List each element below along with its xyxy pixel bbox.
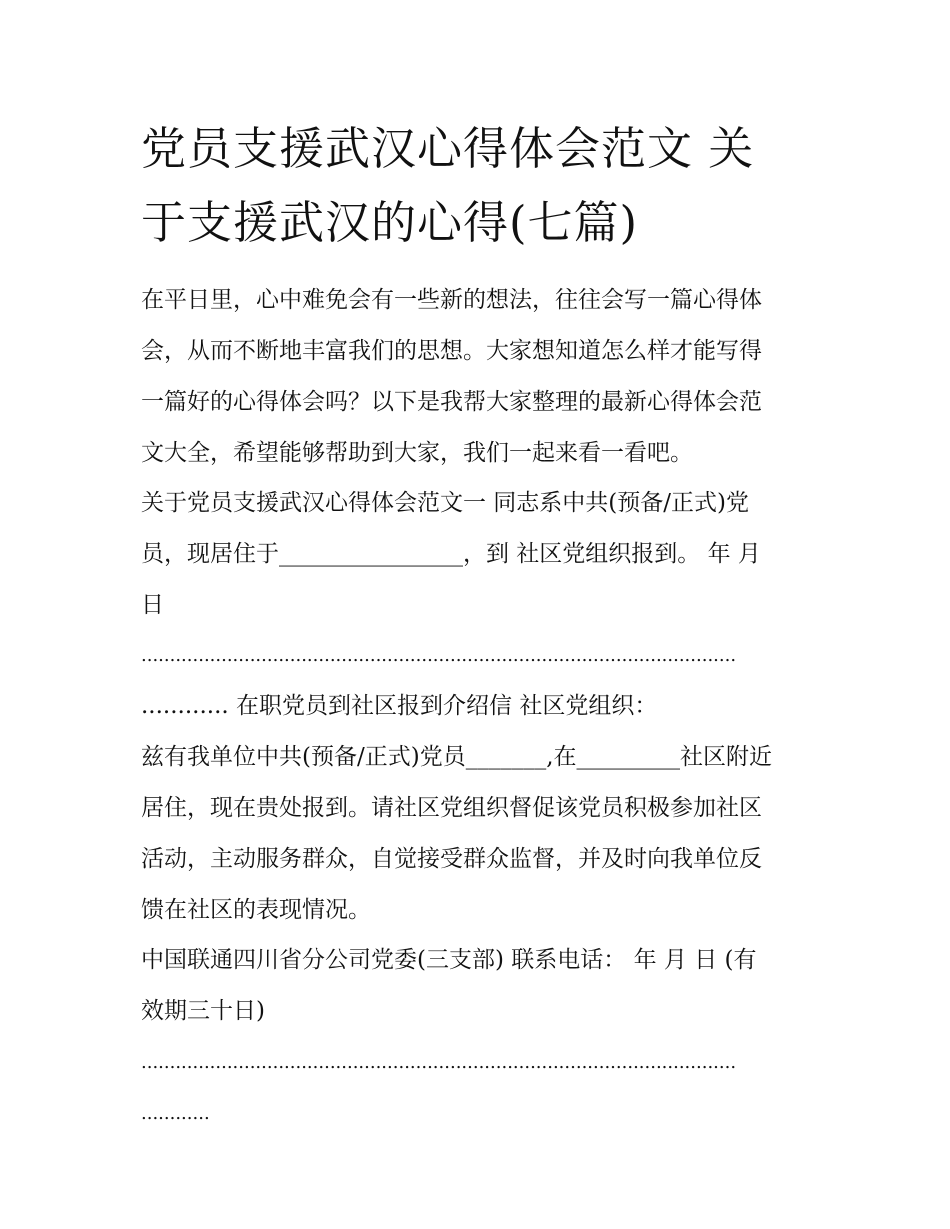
text-line: 活动，主动服务群众，自觉接受群众监督，并及时向我单位反	[141, 846, 762, 872]
signature-paragraph	[141, 935, 811, 1037]
dotted-separator: ........................................................................................................	[141, 645, 737, 666]
dotted-separator: ............	[141, 1103, 210, 1124]
intro-paragraph	[141, 275, 811, 479]
text-line: 一篇好的心得体会吗？以下是我帮大家整理的最新心得体会范	[141, 389, 762, 415]
text-line: ............ 在职党员到社区报到介绍信 社区党组织：	[141, 693, 658, 719]
text-line: 中国联通四川省分公司党委(三支部) 联系电话： 年 月 日 (有	[141, 947, 757, 973]
letter-body-paragraph	[141, 732, 811, 936]
text-line: 居住，现在贵处报到。请社区党组织督促该党员积极参加社区	[141, 795, 762, 821]
document-title	[141, 112, 811, 260]
text-line: 会，从而不断地丰富我们的思想。大家想知道怎么样才能写得	[141, 338, 762, 364]
section-one-paragraph	[141, 478, 811, 631]
title-line: 于支援武汉的心得(七篇)	[141, 196, 639, 249]
text-line: 馈在社区的表现情况。	[141, 897, 371, 923]
text-line: 关于党员支援武汉心得体会范文一 同志系中共(预备/正式)党	[141, 490, 750, 516]
separator-paragraph	[141, 630, 811, 732]
text-line: 文大全，希望能够帮助到大家，我们一起来看一看吧。	[141, 440, 693, 466]
title-line: 党员支援武汉心得体会范文 关	[141, 122, 755, 175]
text-line: 日	[141, 592, 164, 618]
dotted-separator: ........................................................................................................	[141, 1052, 737, 1073]
text-line: 兹有我单位中共(预备/正式)党员_______,在_________社区附近	[141, 744, 773, 770]
text-line: 在平日里，心中难免会有一些新的想法，往往会写一篇心得体	[141, 287, 762, 313]
separator-paragraph-end	[141, 1037, 811, 1139]
text-line: 员，现居住于________________，到 社区党组织报到。 年 月	[141, 541, 761, 567]
text-line: 效期三十日)	[141, 998, 265, 1024]
